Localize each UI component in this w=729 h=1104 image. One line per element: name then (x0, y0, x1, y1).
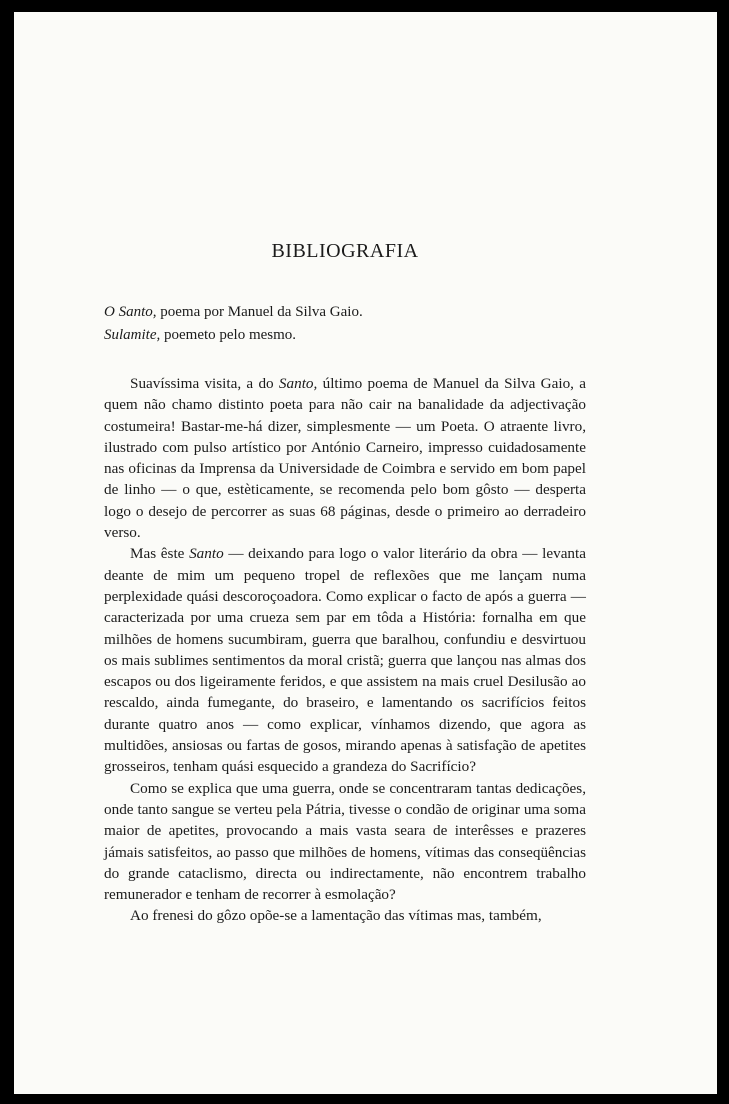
text-run: Suavíssima visita, a do (130, 375, 279, 392)
reference-entry (104, 301, 586, 324)
italic-title: Santo, (278, 375, 318, 392)
page-content (104, 240, 586, 927)
section-heading: BIBLIOGRAFIA (271, 240, 419, 262)
text-run: Mas êste (130, 545, 190, 563)
reference-entry (104, 324, 586, 347)
reference-description: poema por Manuel da Silva Gaio. (156, 304, 363, 320)
text-run: Como se explica que uma guerra, onde se concentraram tantas dedicações, onde tanto sangue se verteu pela Pátria, tivesse o condão de originar uma soma maior de apetites, provocando a mais vasta seara de interêsses e prazeres jámais satisfeitos, ao passo que milhões de homens, vítimas das conseqüências do grande cataclismo, directa ou indirectamente, não encontrem trabalho remunerador e tenham de recorrer à esmolação? (104, 779, 586, 904)
text-run: Ao frenesi do gôzo opõe-se a lamentação das vítimas mas, também, (130, 907, 542, 925)
paragraph (104, 543, 586, 777)
paragraph (104, 905, 586, 926)
reference-description: poemeto pelo mesmo. (160, 327, 297, 343)
bibliography-references (104, 301, 586, 347)
italic-title: Santo (189, 545, 224, 563)
reference-title: Sulamite, (104, 327, 161, 343)
paragraph (104, 373, 586, 543)
body-text (104, 373, 586, 927)
text-run: último poema de Manuel da Silva Gaio, a quem não chamo distinto poeta para não cair na banalidade da adjectivação costumeira! Bastar-me-há dizer, simplesmente — um Poeta. O atraente livro, ilustrado com pulso artístico por António Carneiro, impresso cuidadosamente nas oficinas da Imprensa da Universidade de Coimbra e servido em bom papel de linho — o que, estèticamente, se recomenda pelo bom gôsto — desperta logo o desejo de percorrer as suas 68 páginas, desde o primeiro ao derradeiro verso. (104, 375, 586, 542)
text-run: — deixando para logo o valor literário da obra — levanta deante de mim um pequeno tropel de reflexões que me lançam numa perplexidade quási descoroçoadora. Como explicar o facto de após a guerra — caracterizada por uma crueza sem par em tôda a História: fornalha em que milhões de homens sucumbiram, guerra que baralhou, confundiu e desvirtuou os mais sublimes sentimentos da moral cristã; guerra que lançou nas almas dos escapos ou dos ligeiramente feridos, e que assistem na mais cruel Desilusão ao rescaldo, ainda fumegante, do braseiro, e lamentando os sacrifícios feitos durante quatro anos — como explicar, vínhamos dizendo, que agora as multidões, ansiosas ou fartas de gosos, mirando apenas à satisfação de apetites grosseiros, tenham quási esquecido a grandeza do Sacrifício? (104, 545, 586, 776)
document-page (14, 12, 717, 1094)
reference-title: O Santo, (104, 304, 157, 320)
paragraph (104, 778, 586, 906)
